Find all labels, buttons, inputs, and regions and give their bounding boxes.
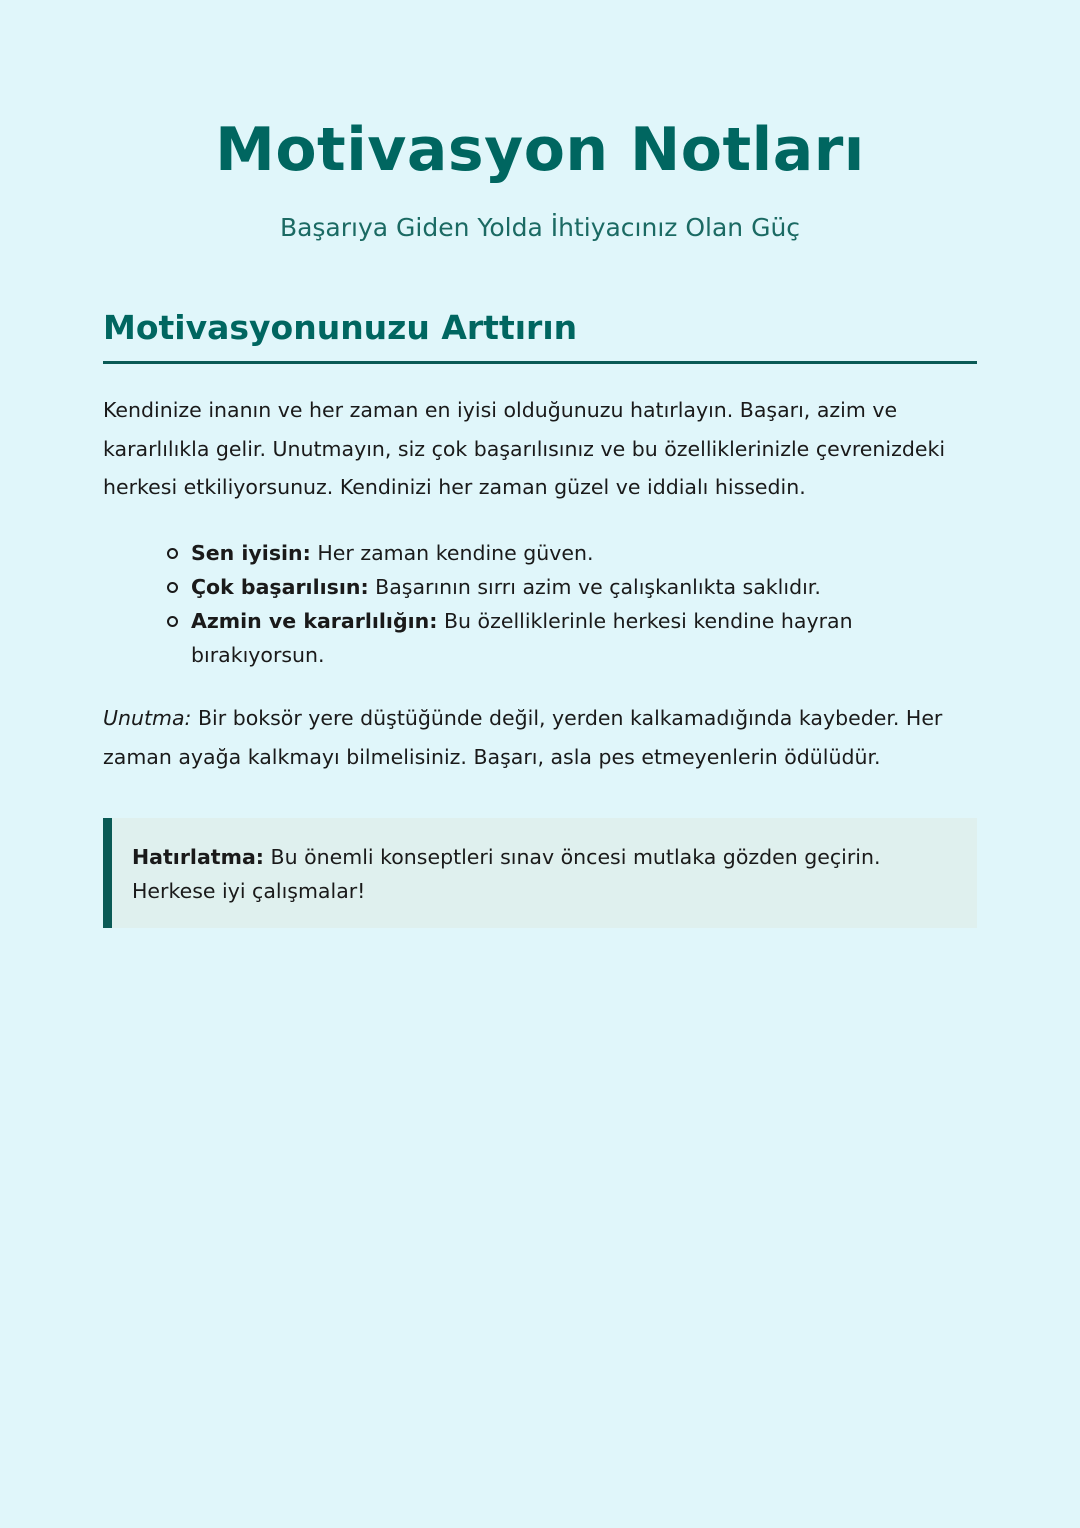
motivation-list	[191, 536, 891, 672]
section-divider	[103, 361, 977, 364]
list-item-label: Sen iyisin:	[191, 541, 311, 565]
list-item	[191, 604, 891, 672]
list-item	[191, 536, 891, 570]
callout-box	[103, 818, 977, 928]
circle-bullet-icon	[167, 582, 178, 593]
callout-body: Bu önemli konseptleri sınav öncesi mutlaka gözden geçirin. Herkese iyi çalışmalar!	[132, 845, 881, 903]
circle-bullet-icon	[167, 548, 178, 559]
list-item-label: Azmin ve kararlılığın:	[191, 609, 438, 633]
section-heading: Motivasyonunuzu Arttırın	[103, 308, 578, 347]
callout-label: Hatırlatma:	[132, 845, 264, 869]
circle-bullet-icon	[167, 616, 178, 627]
page-subtitle: Başarıya Giden Yolda İhtiyacınız Olan Güç	[279, 213, 801, 242]
list-item-text: Başarının sırrı azim ve çalışkanlıkta saklıdır.	[368, 575, 821, 599]
list-item-label: Çok başarılısın:	[191, 575, 369, 599]
list-item-text: Her zaman kendine güven.	[310, 541, 594, 565]
reminder-paragraph	[103, 699, 977, 776]
reminder-text: Bir boksör yere düştüğünde değil, yerden kalkamadığında kaybeder. Her zaman ayağa kalkmayı bilmelisiniz. Başarı, asla pes etmeyenlerin ödülüdür.	[103, 706, 943, 769]
list-item	[191, 570, 891, 604]
callout-text	[132, 840, 952, 908]
page-title: Motivasyon Notları	[215, 115, 865, 185]
intro-paragraph: Kendinize inanın ve her zaman en iyisi olduğunuzu hatırlayın. Başarı, azim ve kararlılıkla gelir. Unutmayın, siz çok başarılısınız ve bu özelliklerinizle çevrenizdeki herkesi etkiliyorsunuz. Kendinizi her zaman güzel ve iddialı hissedin.	[103, 398, 946, 499]
reminder-label: Unutma:	[103, 706, 192, 730]
list-item-text: Bu özelliklerinle herkesi kendine hayran bırakıyorsun.	[191, 609, 853, 667]
callout-accent-bar	[103, 818, 112, 928]
